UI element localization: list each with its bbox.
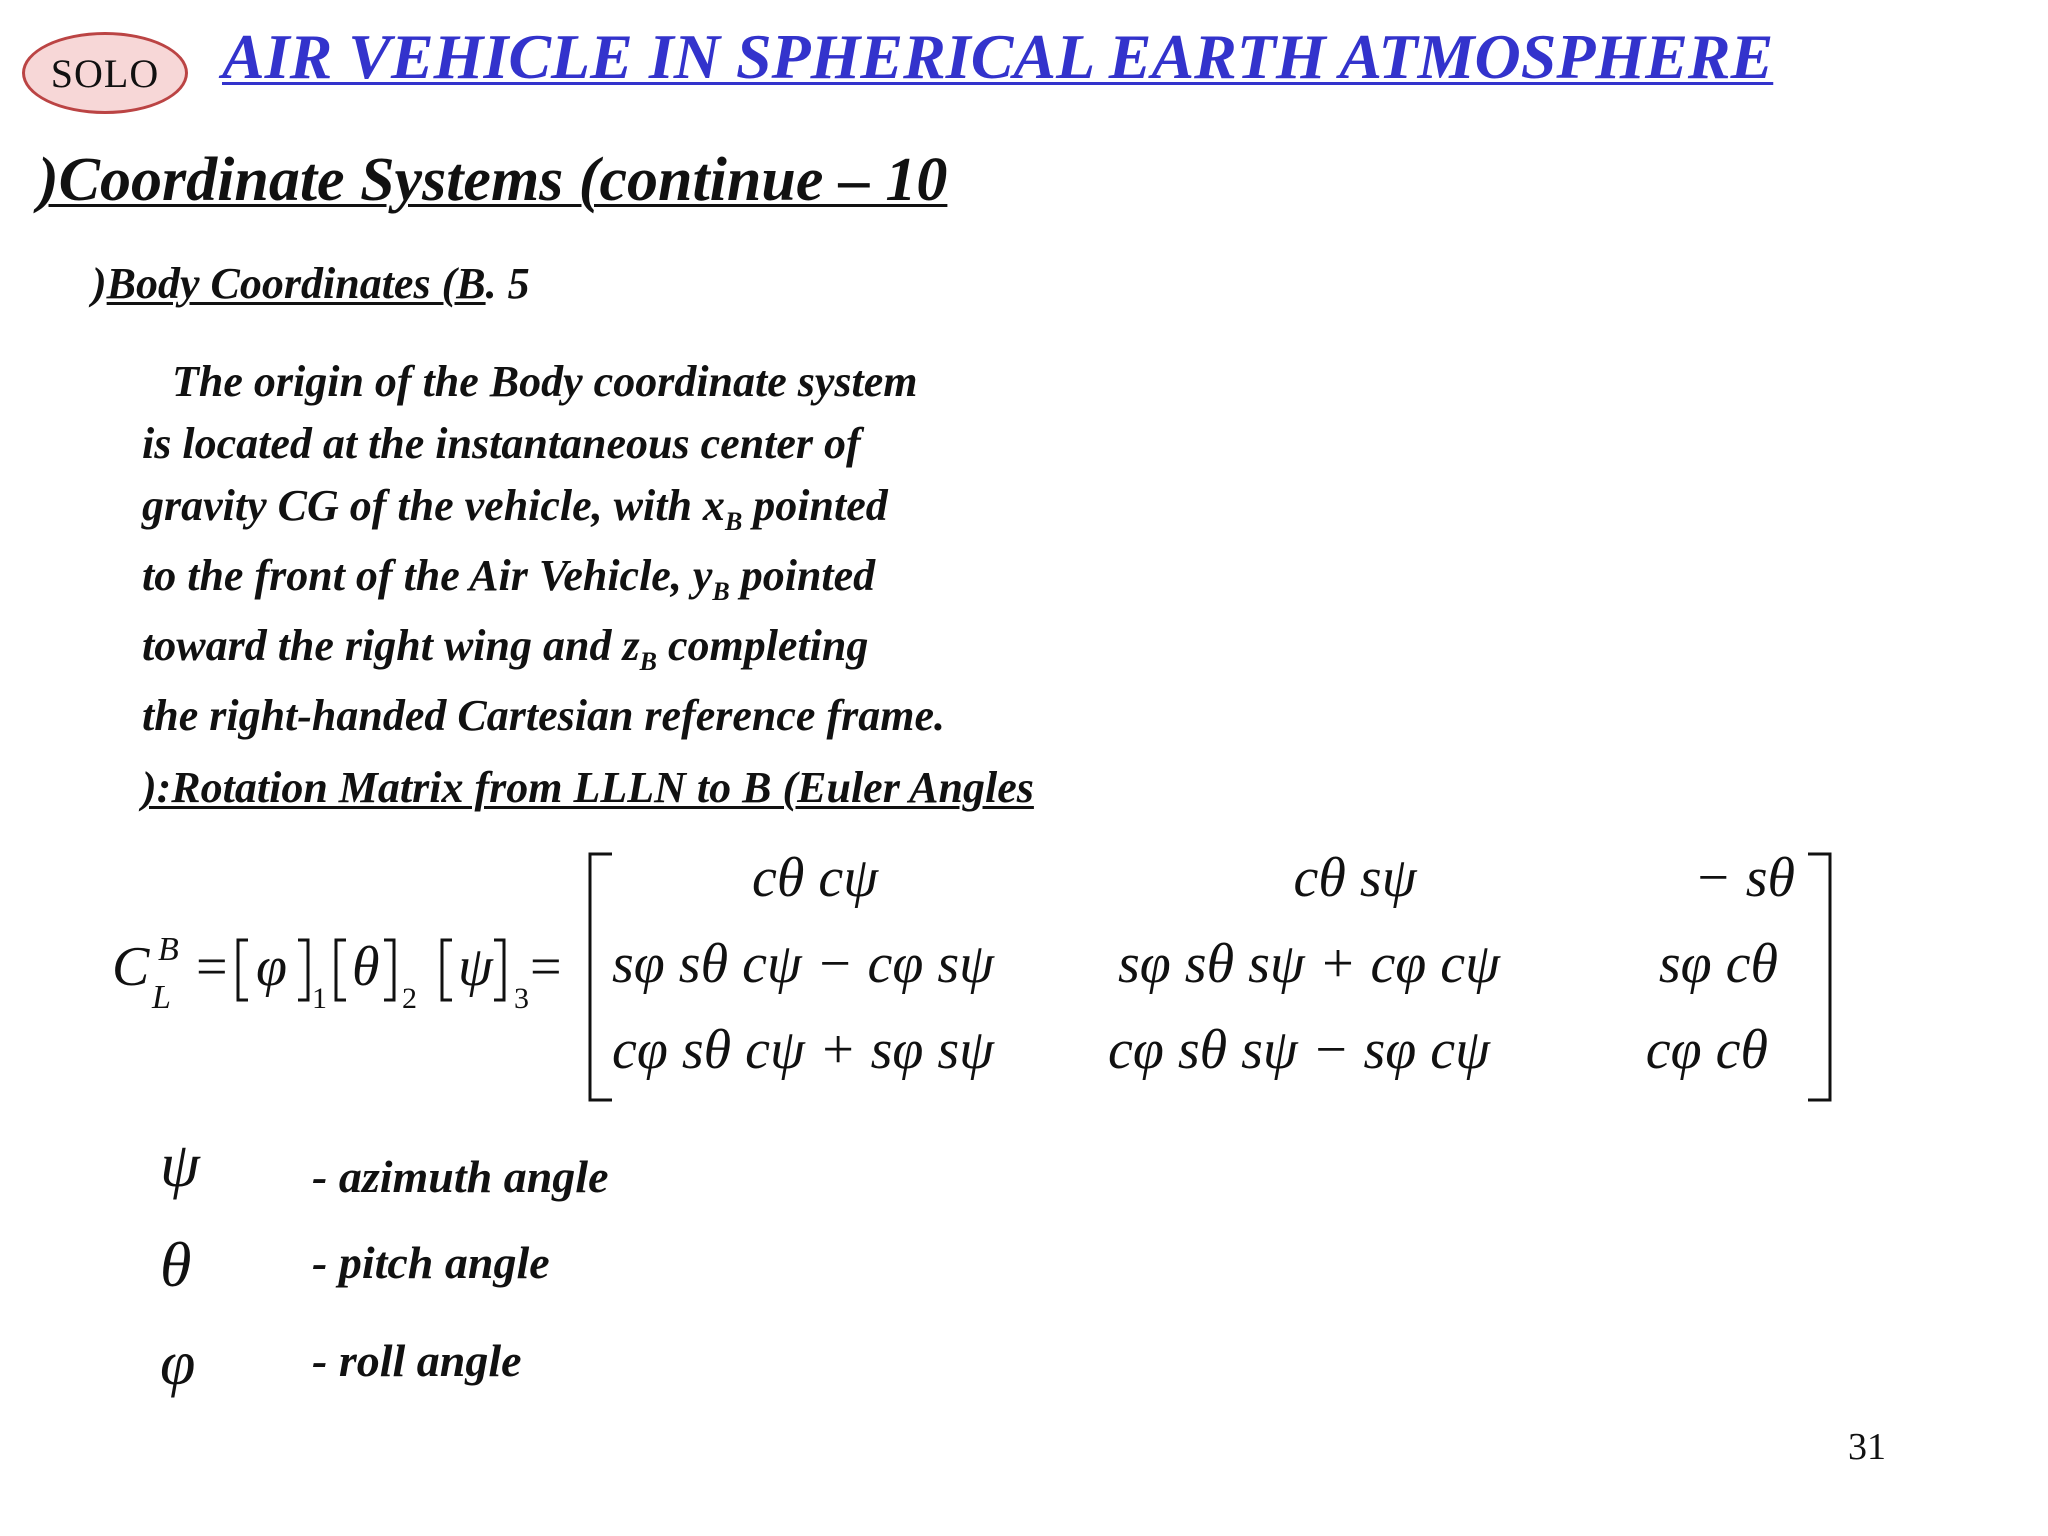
- paragraph-line-5-pre: toward the right wing and z: [142, 621, 640, 670]
- factor-1-angle: φ: [256, 936, 287, 998]
- matrix-right-bracket: [1808, 854, 1830, 1100]
- matrix-cell-r1c2: cθ sψ: [1293, 847, 1417, 909]
- matrix-cell-r1c1: cθ cψ: [752, 847, 878, 909]
- lhs-symbol: C: [112, 936, 150, 998]
- theta-symbol: θ: [160, 1229, 192, 1300]
- paragraph-line-2: is located at the instantaneous center of: [142, 419, 861, 468]
- solo-badge: SOLO: [22, 32, 188, 114]
- matrix-left-bracket: [590, 854, 612, 1100]
- rotation-heading: ):Rotation Matrix from LLLN to B (Euler Angles: [142, 763, 1034, 812]
- factor-2-left-bracket: [336, 940, 346, 1000]
- factor-2-right-bracket: [384, 940, 394, 1000]
- factor-1-right-bracket: [298, 940, 308, 1000]
- paragraph-line-4: [142, 550, 875, 607]
- sub-heading-suffix: . 5: [485, 259, 530, 308]
- section-heading: )Coordinate Systems (continue – 10: [38, 146, 948, 214]
- factor-2-angle: θ: [352, 936, 380, 998]
- paragraph-line-3-sub: B: [724, 506, 743, 536]
- azimuth-angle-label: - azimuth angle: [312, 1151, 609, 1202]
- matrix-cell-r2c1: sφ sθ cψ − cφ sψ: [612, 933, 994, 995]
- factor-1-index: 1: [312, 982, 327, 1015]
- matrix-cell-r3c3: cφ cθ: [1645, 1019, 1768, 1081]
- paragraph-line-4-pre: to the front of the Air Vehicle, y: [142, 551, 713, 600]
- equals-sign-1: =: [196, 936, 228, 998]
- roll-angle-label: - roll angle: [312, 1335, 522, 1386]
- page-number: 31: [1848, 1426, 1886, 1468]
- paragraph-line-5-sub: B: [639, 646, 657, 676]
- sub-heading: [92, 258, 530, 309]
- pitch-angle-label: - pitch angle: [312, 1237, 550, 1288]
- paragraph-line-6: the right-handed Cartesian reference frame.: [142, 691, 945, 740]
- equals-sign-2: =: [530, 936, 562, 998]
- paragraph-line-3: [142, 480, 888, 537]
- matrix-cell-r3c1: cφ sθ cψ + sφ sψ: [612, 1019, 994, 1081]
- matrix-cell-r3c2: cφ sθ sψ − sφ cψ: [1108, 1019, 1490, 1081]
- lhs-subscript: L: [152, 979, 171, 1016]
- rotation-matrix-equation: [0, 840, 2048, 1110]
- paragraph-line-4-post: pointed: [729, 551, 876, 600]
- factor-2-index: 2: [402, 982, 417, 1015]
- factor-3-left-bracket: [442, 940, 452, 1000]
- matrix-cell-r2c2: sφ sθ sψ + cφ cψ: [1118, 933, 1500, 995]
- sub-heading-underlined: Body Coordinates (B: [106, 259, 486, 308]
- paragraph-line-5: [142, 620, 868, 677]
- lhs-superscript: B: [158, 931, 179, 968]
- paragraph-line-4-sub: B: [712, 576, 730, 606]
- paragraph-line-1: The origin of the Body coordinate system: [172, 357, 918, 406]
- phi-symbol: φ: [160, 1327, 196, 1398]
- sub-heading-prefix: ): [92, 259, 107, 308]
- paragraph-line-5-post: completing: [656, 621, 869, 670]
- paragraph-line-3-pre: gravity CG of the vehicle, with x: [142, 481, 725, 530]
- matrix-cell-r1c3: − sθ: [1693, 847, 1795, 909]
- factor-3-index: 3: [514, 982, 529, 1015]
- factor-3-angle: ψ: [458, 936, 493, 998]
- paragraph-line-3-post: pointed: [742, 481, 888, 530]
- psi-symbol: ψ: [160, 1129, 200, 1200]
- matrix-cell-r2c3: sφ cθ: [1658, 933, 1778, 995]
- slide-title: AIR VEHICLE IN SPHERICAL EARTH ATMOSPHERE: [222, 21, 1774, 92]
- factor-1-left-bracket: [238, 940, 248, 1000]
- factor-3-right-bracket: [494, 940, 504, 1000]
